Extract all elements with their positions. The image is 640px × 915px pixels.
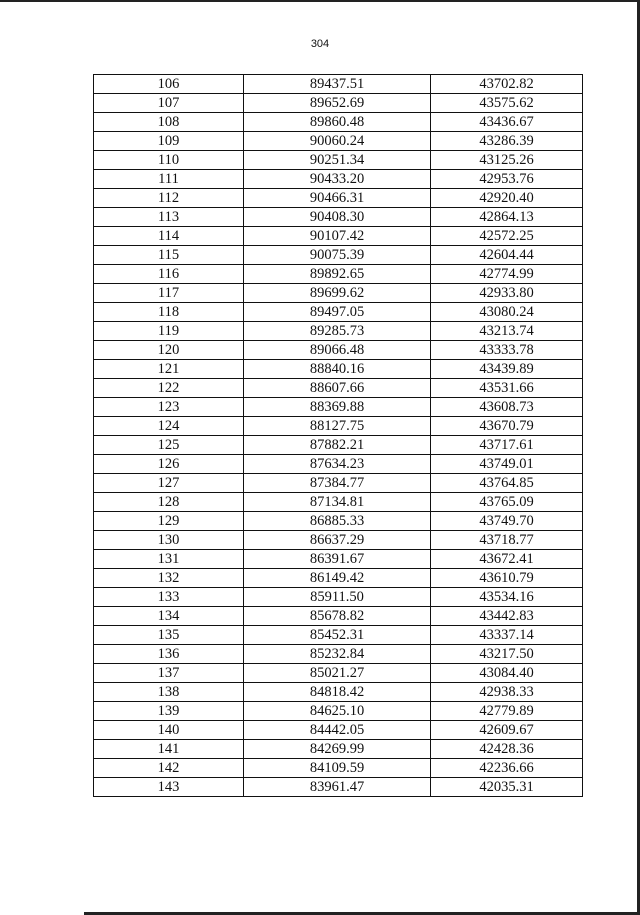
- point-id-cell: 135: [94, 626, 244, 645]
- point-id-cell: 111: [94, 170, 244, 189]
- x-coordinate-cell: 89892.65: [244, 265, 431, 284]
- coordinate-table: [93, 74, 583, 797]
- point-id-cell: 115: [94, 246, 244, 265]
- table-row: [94, 664, 583, 683]
- y-coordinate-cell: 42774.99: [431, 265, 583, 284]
- page-number: 304: [310, 38, 330, 50]
- point-id-cell: 143: [94, 778, 244, 797]
- y-coordinate-cell: 43608.73: [431, 398, 583, 417]
- y-coordinate-cell: 43436.67: [431, 113, 583, 132]
- y-coordinate-cell: 43534.16: [431, 588, 583, 607]
- x-coordinate-cell: 86391.67: [244, 550, 431, 569]
- x-coordinate-cell: 90060.24: [244, 132, 431, 151]
- table-row: [94, 512, 583, 531]
- point-id-cell: 137: [94, 664, 244, 683]
- y-coordinate-cell: 43610.79: [431, 569, 583, 588]
- table-row: [94, 531, 583, 550]
- x-coordinate-cell: 89652.69: [244, 94, 431, 113]
- x-coordinate-cell: 89497.05: [244, 303, 431, 322]
- y-coordinate-cell: 42779.89: [431, 702, 583, 721]
- table-row: [94, 341, 583, 360]
- point-id-cell: 120: [94, 341, 244, 360]
- point-id-cell: 113: [94, 208, 244, 227]
- table-row: [94, 379, 583, 398]
- table-row: [94, 246, 583, 265]
- x-coordinate-cell: 90075.39: [244, 246, 431, 265]
- y-coordinate-cell: 43217.50: [431, 645, 583, 664]
- y-coordinate-cell: 43333.78: [431, 341, 583, 360]
- point-id-cell: 106: [94, 75, 244, 94]
- table-row: [94, 550, 583, 569]
- table-row: [94, 360, 583, 379]
- y-coordinate-cell: 43337.14: [431, 626, 583, 645]
- x-coordinate-cell: 88369.88: [244, 398, 431, 417]
- table-row: [94, 474, 583, 493]
- y-coordinate-cell: 42920.40: [431, 189, 583, 208]
- table-row: [94, 588, 583, 607]
- y-coordinate-cell: 42864.13: [431, 208, 583, 227]
- x-coordinate-cell: 90251.34: [244, 151, 431, 170]
- point-id-cell: 119: [94, 322, 244, 341]
- table-row: [94, 113, 583, 132]
- table-row: [94, 132, 583, 151]
- point-id-cell: 139: [94, 702, 244, 721]
- table-row: [94, 721, 583, 740]
- x-coordinate-cell: 89699.62: [244, 284, 431, 303]
- point-id-cell: 121: [94, 360, 244, 379]
- x-coordinate-cell: 90433.20: [244, 170, 431, 189]
- x-coordinate-cell: 85232.84: [244, 645, 431, 664]
- x-coordinate-cell: 87634.23: [244, 455, 431, 474]
- y-coordinate-cell: 42572.25: [431, 227, 583, 246]
- x-coordinate-cell: 84442.05: [244, 721, 431, 740]
- y-coordinate-cell: 43213.74: [431, 322, 583, 341]
- x-coordinate-cell: 87882.21: [244, 436, 431, 455]
- coordinate-table-container: [93, 74, 582, 797]
- table-row: [94, 284, 583, 303]
- table-row: [94, 626, 583, 645]
- point-id-cell: 140: [94, 721, 244, 740]
- coordinate-table-body: [94, 75, 583, 797]
- y-coordinate-cell: 43765.09: [431, 493, 583, 512]
- y-coordinate-cell: 43439.89: [431, 360, 583, 379]
- table-row: [94, 189, 583, 208]
- y-coordinate-cell: 43749.01: [431, 455, 583, 474]
- x-coordinate-cell: 88840.16: [244, 360, 431, 379]
- x-coordinate-cell: 86637.29: [244, 531, 431, 550]
- table-row: [94, 493, 583, 512]
- y-coordinate-cell: 43084.40: [431, 664, 583, 683]
- table-row: [94, 740, 583, 759]
- point-id-cell: 130: [94, 531, 244, 550]
- point-id-cell: 131: [94, 550, 244, 569]
- point-id-cell: 129: [94, 512, 244, 531]
- y-coordinate-cell: 42609.67: [431, 721, 583, 740]
- table-row: [94, 436, 583, 455]
- x-coordinate-cell: 85911.50: [244, 588, 431, 607]
- y-coordinate-cell: 42604.44: [431, 246, 583, 265]
- y-coordinate-cell: 43670.79: [431, 417, 583, 436]
- point-id-cell: 117: [94, 284, 244, 303]
- point-id-cell: 134: [94, 607, 244, 626]
- x-coordinate-cell: 86885.33: [244, 512, 431, 531]
- point-id-cell: 124: [94, 417, 244, 436]
- point-id-cell: 109: [94, 132, 244, 151]
- table-row: [94, 227, 583, 246]
- y-coordinate-cell: 43286.39: [431, 132, 583, 151]
- x-coordinate-cell: 89066.48: [244, 341, 431, 360]
- x-coordinate-cell: 89285.73: [244, 322, 431, 341]
- x-coordinate-cell: 90466.31: [244, 189, 431, 208]
- x-coordinate-cell: 86149.42: [244, 569, 431, 588]
- point-id-cell: 125: [94, 436, 244, 455]
- point-id-cell: 141: [94, 740, 244, 759]
- table-row: [94, 398, 583, 417]
- point-id-cell: 133: [94, 588, 244, 607]
- table-row: [94, 94, 583, 113]
- x-coordinate-cell: 83961.47: [244, 778, 431, 797]
- point-id-cell: 108: [94, 113, 244, 132]
- point-id-cell: 118: [94, 303, 244, 322]
- y-coordinate-cell: 42933.80: [431, 284, 583, 303]
- table-row: [94, 759, 583, 778]
- x-coordinate-cell: 85021.27: [244, 664, 431, 683]
- y-coordinate-cell: 43531.66: [431, 379, 583, 398]
- x-coordinate-cell: 85678.82: [244, 607, 431, 626]
- y-coordinate-cell: 43749.70: [431, 512, 583, 531]
- y-coordinate-cell: 42236.66: [431, 759, 583, 778]
- x-coordinate-cell: 89437.51: [244, 75, 431, 94]
- y-coordinate-cell: 43125.26: [431, 151, 583, 170]
- table-row: [94, 778, 583, 797]
- point-id-cell: 123: [94, 398, 244, 417]
- table-row: [94, 170, 583, 189]
- table-row: [94, 151, 583, 170]
- table-row: [94, 683, 583, 702]
- point-id-cell: 114: [94, 227, 244, 246]
- table-row: [94, 265, 583, 284]
- point-id-cell: 116: [94, 265, 244, 284]
- x-coordinate-cell: 88127.75: [244, 417, 431, 436]
- x-coordinate-cell: 87134.81: [244, 493, 431, 512]
- y-coordinate-cell: 43575.62: [431, 94, 583, 113]
- table-row: [94, 417, 583, 436]
- y-coordinate-cell: 42938.33: [431, 683, 583, 702]
- y-coordinate-cell: 42428.36: [431, 740, 583, 759]
- x-coordinate-cell: 84625.10: [244, 702, 431, 721]
- y-coordinate-cell: 42035.31: [431, 778, 583, 797]
- x-coordinate-cell: 87384.77: [244, 474, 431, 493]
- point-id-cell: 110: [94, 151, 244, 170]
- y-coordinate-cell: 43080.24: [431, 303, 583, 322]
- y-coordinate-cell: 43702.82: [431, 75, 583, 94]
- point-id-cell: 136: [94, 645, 244, 664]
- y-coordinate-cell: 43717.61: [431, 436, 583, 455]
- table-row: [94, 322, 583, 341]
- y-coordinate-cell: 43764.85: [431, 474, 583, 493]
- y-coordinate-cell: 43718.77: [431, 531, 583, 550]
- y-coordinate-cell: 43672.41: [431, 550, 583, 569]
- y-coordinate-cell: 43442.83: [431, 607, 583, 626]
- x-coordinate-cell: 85452.31: [244, 626, 431, 645]
- point-id-cell: 122: [94, 379, 244, 398]
- point-id-cell: 126: [94, 455, 244, 474]
- x-coordinate-cell: 84109.59: [244, 759, 431, 778]
- point-id-cell: 142: [94, 759, 244, 778]
- point-id-cell: 128: [94, 493, 244, 512]
- x-coordinate-cell: 90107.42: [244, 227, 431, 246]
- table-row: [94, 303, 583, 322]
- table-row: [94, 702, 583, 721]
- point-id-cell: 112: [94, 189, 244, 208]
- point-id-cell: 138: [94, 683, 244, 702]
- x-coordinate-cell: 84818.42: [244, 683, 431, 702]
- point-id-cell: 107: [94, 94, 244, 113]
- y-coordinate-cell: 42953.76: [431, 170, 583, 189]
- x-coordinate-cell: 90408.30: [244, 208, 431, 227]
- table-row: [94, 455, 583, 474]
- point-id-cell: 132: [94, 569, 244, 588]
- scan-edge-top: [0, 0, 640, 2]
- x-coordinate-cell: 84269.99: [244, 740, 431, 759]
- table-row: [94, 75, 583, 94]
- table-row: [94, 607, 583, 626]
- x-coordinate-cell: 88607.66: [244, 379, 431, 398]
- table-row: [94, 208, 583, 227]
- point-id-cell: 127: [94, 474, 244, 493]
- table-row: [94, 569, 583, 588]
- x-coordinate-cell: 89860.48: [244, 113, 431, 132]
- table-row: [94, 645, 583, 664]
